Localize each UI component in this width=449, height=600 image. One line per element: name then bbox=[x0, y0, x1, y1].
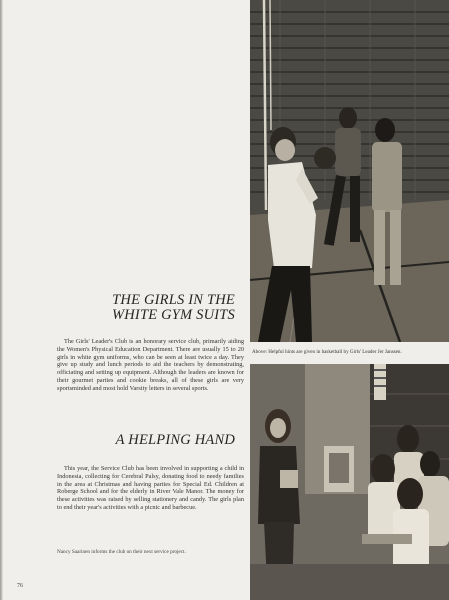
section-heading-girls-gym-suits bbox=[112, 293, 235, 323]
binding-edge bbox=[0, 0, 3, 600]
photo-caption-basketball: Above: Helpful hints are given in basketball by Girls' Leader Jer Janssen. bbox=[252, 349, 402, 355]
section-heading-helping-hand: A HELPING HAND bbox=[115, 432, 235, 448]
heading-line-2: WHITE GYM SUITS bbox=[111, 307, 235, 323]
basketball bbox=[314, 147, 336, 169]
club-meeting-photo bbox=[250, 364, 449, 600]
flag bbox=[374, 364, 386, 400]
photo-caption-service-project: Nancy Saarinen informs the club on their next service project. bbox=[57, 549, 186, 555]
club-meeting-photo-image bbox=[250, 364, 449, 600]
section-body-service-club: This year, the Service Club has been involved in supporting a child in Indonesia, collecting for Cerebral Palsy, donating food to needy families in the area at Christmas and having parties for Special Ed. Children at Roberge School and for the elderly in River Vale Manor. The money for these activities was raised by selling stationery and candy. The girls plan to end their year's activities with a picnic and barbecue. bbox=[57, 465, 244, 511]
heading-line-1: THE GIRLS IN THE bbox=[112, 292, 235, 308]
section-body-leaders-club: The Girls' Leader's Club is an honorary service club, primarily aiding the Women's Physical Education Department. There are usually 15 to 20 girls in white gym uniforms, who can be seen at least twice a day. They give up study and lunch periods to aid the teachers by demonstrating, officiating and setting up equipment. Although the leaders are known for their gourmet parties and cookie breaks, all of these girls are very sportsminded and most hold Varsity letters in several sports. bbox=[57, 338, 244, 392]
page-number: 76 bbox=[17, 583, 23, 589]
desk bbox=[362, 534, 412, 544]
basketball-photo-image bbox=[250, 0, 449, 342]
basketball-photo bbox=[250, 0, 449, 342]
